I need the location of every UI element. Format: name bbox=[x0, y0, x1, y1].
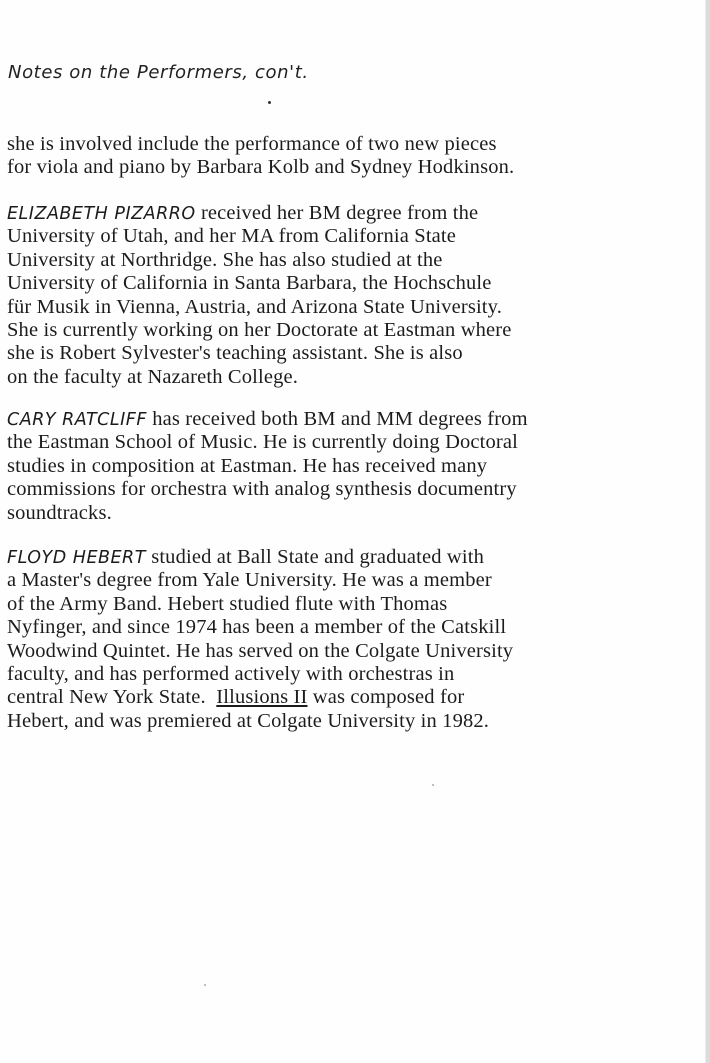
text-line-start: central New York State. bbox=[7, 686, 206, 709]
text-line: she is involved include the performance of two new pieces bbox=[7, 133, 497, 155]
text-line: of the Army Band. Hebert studied flute with Thomas bbox=[7, 592, 448, 615]
scan-speck bbox=[268, 101, 271, 104]
paragraph-hebert bbox=[7, 546, 513, 733]
text-line-rest: has received both BM and MM degrees from bbox=[146, 408, 528, 430]
text-line: She is currently working on her Doctorate at Eastman where bbox=[7, 318, 512, 341]
text-line: the Eastman School of Music. He is currently doing Doctoral bbox=[7, 431, 518, 454]
performer-name: FLOYD HEBERT bbox=[7, 548, 146, 568]
text-line: studies in composition at Eastman. He has received many bbox=[7, 454, 488, 477]
text-line: she is Robert Sylvester's teaching assistant. She is also bbox=[7, 342, 463, 365]
paragraph-continuation bbox=[7, 133, 514, 180]
work-title: Illusions II bbox=[216, 686, 308, 709]
text-line: faculty, and has performed actively with orchestras in bbox=[7, 662, 455, 685]
text-line: Nyfinger, and since 1974 has been a member of the Catskill bbox=[7, 616, 507, 639]
text-line bbox=[7, 202, 512, 225]
text-line: Woodwind Quintet. He has served on the Colgate University bbox=[7, 639, 514, 662]
text-line: soundtracks. bbox=[7, 501, 112, 524]
text-line: a Master's degree from Yale University. He was a member bbox=[7, 569, 492, 592]
scan-speck bbox=[432, 784, 434, 786]
page-edge bbox=[706, 0, 710, 1063]
text-line: commissions for orchestra with analog synthesis documentry bbox=[7, 478, 517, 501]
scan-speck bbox=[204, 984, 206, 986]
text-line: Hebert, and was premiered at Colgate University in 1982. bbox=[7, 709, 490, 732]
text-line: University of California in Santa Barbara, the Hochschule bbox=[7, 272, 492, 295]
page-edge-shadow bbox=[705, 0, 706, 1063]
text-line-rest: received her BM degree from the bbox=[195, 202, 479, 224]
paragraph-pizarro bbox=[7, 202, 512, 389]
page-heading: Notes on the Performers, con't. bbox=[8, 62, 309, 83]
paragraph-ratcliff bbox=[7, 408, 528, 525]
text-line: University at Northridge. She has also studied at the bbox=[7, 248, 443, 271]
text-line bbox=[7, 408, 528, 431]
text-line bbox=[7, 686, 513, 709]
text-line: für Musik in Vienna, Austria, and Arizona State University. bbox=[7, 295, 502, 318]
performer-name: ELIZABETH PIZARRO bbox=[7, 204, 196, 224]
text-line: on the faculty at Nazareth College. bbox=[7, 365, 298, 388]
text-line-rest: was composed for bbox=[307, 686, 465, 709]
text-line-rest: studied at Ball State and graduated with bbox=[145, 546, 484, 568]
text-line bbox=[7, 546, 513, 569]
text-line: for viola and piano by Barbara Kolb and Sydney Hodkinson. bbox=[7, 156, 515, 179]
performer-name: CARY RATCLIFF bbox=[7, 410, 147, 430]
text-line: University of Utah, and her MA from California State bbox=[7, 225, 457, 248]
